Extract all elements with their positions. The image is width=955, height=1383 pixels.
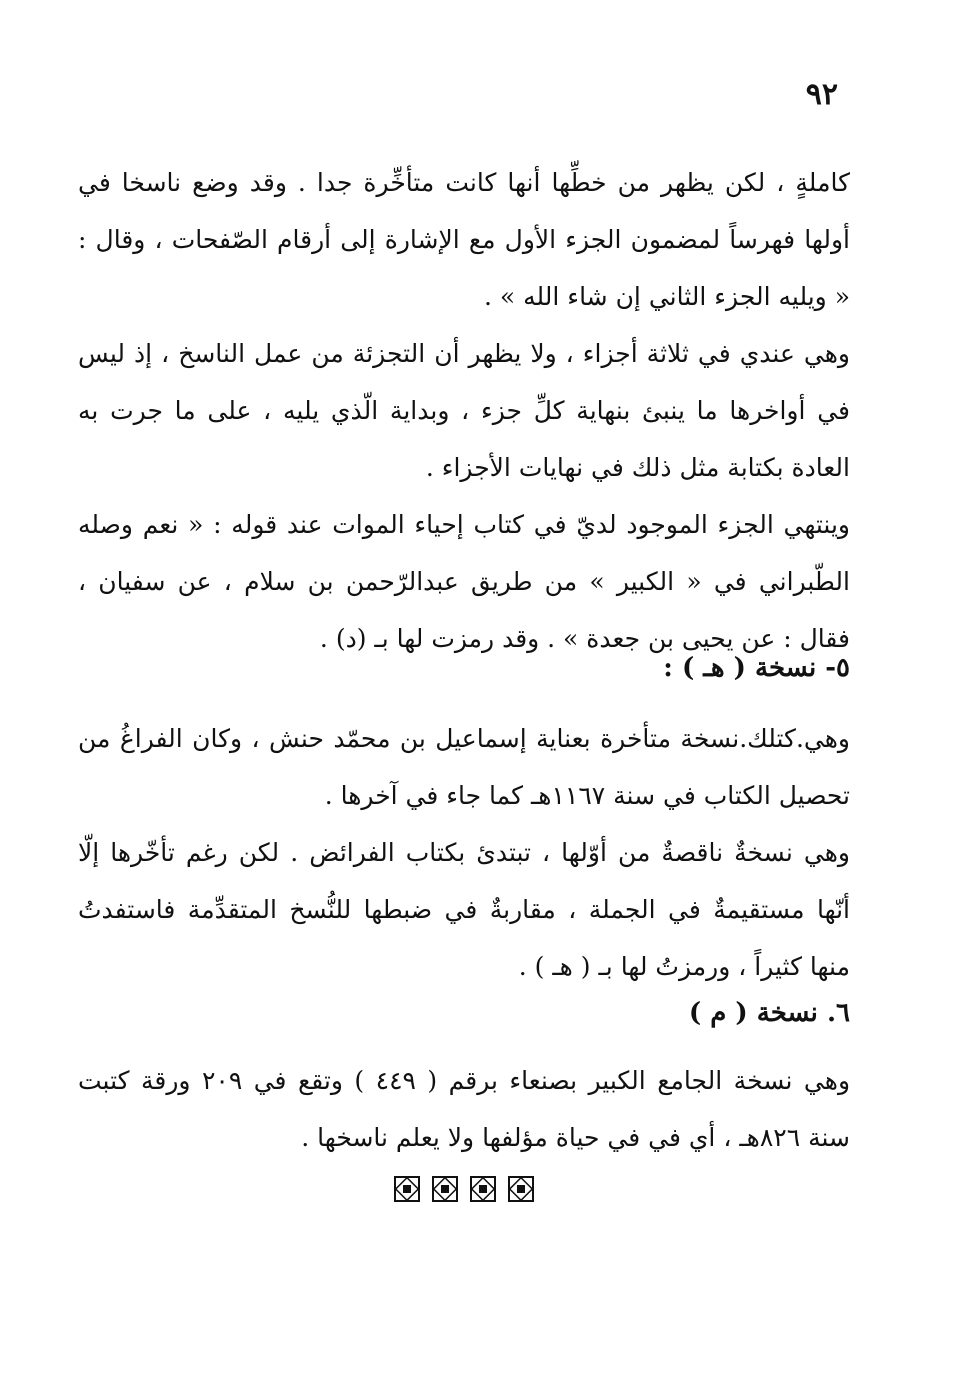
section-heading-5: ٥- نسخة ( هـ ) : <box>663 653 850 683</box>
document-page <box>78 0 850 1383</box>
text-section-3 <box>78 1052 850 1166</box>
text-section-2 <box>78 710 850 995</box>
paragraph: وهي نسخةٌ ناقصةٌ من أوّلها ، تبتدئ بكتاب الفرائض . لكن رغم تأخّرها إلّا أنّها مستقيمةٌ في الجملة ، مقاربةٌ في ضبطها للنُّسخ المتقدِّمة فاستفدتُ منها كثيراً ، ورمزتُ لها بـ ( هـ ) . <box>78 838 850 981</box>
paragraph: وهي.كتلك.نسخة متأخرة بعناية إسماعيل بن محمّد حنش ، وكان الفراغُ من تحصيل الكتاب في سنة ١١٦٧هـ كما جاء في آخرها . <box>78 724 850 810</box>
ornament-icon <box>508 1176 534 1202</box>
ornament-icon <box>432 1176 458 1202</box>
section-heading-6: ٦. نسخة ( م ) <box>688 998 850 1028</box>
ornament-icon <box>394 1176 420 1202</box>
text-section-1 <box>78 154 850 667</box>
page-number: ٩٢ <box>805 77 838 112</box>
paragraph: كاملةٍ ، لكن يظهر من خطِّها أنها كانت متأخِّرة جدا . وقد وضع ناسخا في أولها فهرساً لمضمون الجزء الأول مع الإشارة إلى أرقام الصّفحات ، وقال : « ويليه الجزء الثاني إن شاء الله » . <box>78 168 850 311</box>
ornament-divider <box>78 1176 850 1202</box>
paragraph: وينتهي الجزء الموجود لديّ في كتاب إحياء الموات عند قوله : « نعم وصله الطّبراني في « الكبير » من طريق عبدالرّحمن بن سلام ، عن سفيان ، فقال : عن يحيى بن جعدة » . وقد رمزت لها بـ (د) . <box>78 510 850 653</box>
ornament-icon <box>470 1176 496 1202</box>
paragraph: وهي نسخة الجامع الكبير بصنعاء برقم ( ٤٤٩ ) وتقع في ٢٠٩ ورقة كتبت سنة ٨٢٦هـ ، أي في في حياة مؤلفها ولا يعلم ناسخها . <box>78 1066 851 1152</box>
paragraph: وهي عندي في ثلاثة أجزاء ، ولا يظهر أن التجزئة من عمل الناسخ ، إذ ليس في أواخرها ما ينبئ بنهاية كلِّ جزء ، وبداية الّذي يليه ، على ما جرت به العادة بكتابة مثل ذلك في نهايات الأجزاء . <box>78 339 850 482</box>
